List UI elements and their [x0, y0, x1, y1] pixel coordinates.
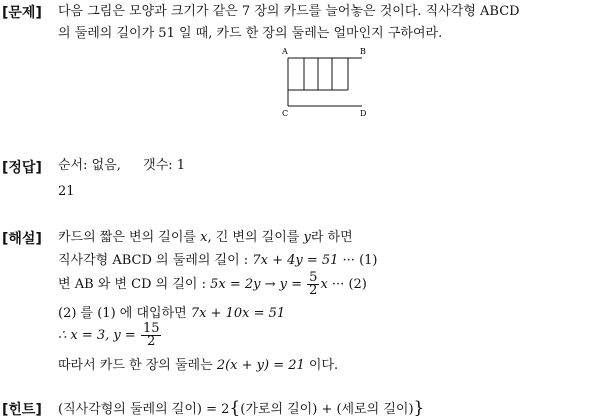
solution-line-5 [58, 322, 162, 350]
solution-line-6 [58, 357, 338, 375]
equation-tag-2: ··· (2) [331, 277, 367, 292]
corner-b-label: B [360, 47, 366, 56]
answer-value: 21 [58, 184, 75, 199]
var-y: y [303, 230, 311, 245]
solution-text: 따라서 카드 한 장의 둘레는 [58, 358, 213, 373]
corner-d-label: D [360, 109, 367, 116]
var-x: x [320, 277, 328, 292]
solution-text: , 긴 변의 길이를 [207, 230, 300, 245]
answer-meta [58, 157, 185, 175]
fraction-15-over-2: $\frac{15}{2}$ [142, 321, 160, 349]
equation-1: 7x + 4y = 51 [252, 253, 339, 268]
problem-label: [문제] [2, 5, 42, 21]
corner-c-label: C [282, 109, 289, 116]
brace-open: { [229, 398, 241, 418]
answer-order: 순서: 없음, [58, 158, 121, 173]
solution-text: (2) 를 (1) 에 대입하면 [58, 306, 187, 321]
hint-text [58, 399, 424, 419]
equation-2: 5x = 2y → y = [210, 277, 303, 292]
var-x: x [200, 230, 208, 245]
solution-text: 이다. [308, 358, 339, 373]
solution-line-2 [58, 252, 378, 270]
brace-close: } [413, 398, 425, 418]
equation-tag-1: ··· (1) [342, 253, 378, 268]
solution-text: 카드의 짧은 변의 길이를 [58, 230, 196, 245]
solution-text: 변 AB 와 변 CD 의 길이 : [58, 277, 206, 292]
solution-text: 직사각형 ABCD 의 둘레의 길이 : [58, 253, 249, 268]
solution-label: [해설] [2, 231, 42, 247]
hint-inner: (가로의 길이) + (세로의 길이) [240, 402, 414, 417]
hint-left: (직사각형의 둘레의 길이) = 2 [58, 402, 230, 417]
solution-line-4 [58, 305, 285, 323]
card-arrangement-figure [280, 46, 390, 116]
equation-4: 2(x + y) = 21 [216, 358, 305, 373]
problem-text-line-1: 다음 그림은 모양과 크기가 같은 7 장의 카드를 늘어놓은 것이다. 직사각형 ABCD [58, 4, 520, 19]
solution-line-3 [58, 272, 367, 298]
problem-text-line-2: 의 둘레의 길이가 51 일 때, 카드 한 장의 둘레는 얼마인지 구하여라. [58, 26, 443, 41]
solution-line-1 [58, 229, 353, 247]
answer-count: 갯수: 1 [143, 158, 186, 173]
fraction-5-over-2: $\frac{5}{2}$ [309, 270, 318, 298]
corner-a-label: A [282, 47, 288, 56]
hint-label: [힌트] [2, 402, 42, 418]
answer-label: [정답] [2, 160, 42, 176]
equation-3: 7x + 10x = 51 [190, 306, 286, 321]
result-x: ∴ x = 3, y = [58, 328, 136, 343]
solution-text: 라 하면 [310, 230, 353, 245]
